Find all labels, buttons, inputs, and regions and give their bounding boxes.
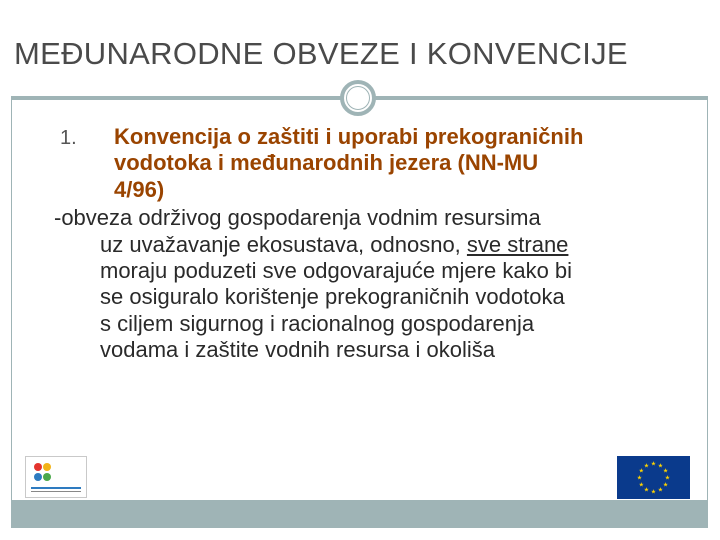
logo-figure-icon [43, 463, 51, 471]
underlined-text: sve strane [466, 231, 569, 257]
paragraph [54, 205, 700, 363]
paragraph-line: -obveza održivog gospodarenja vodnim resursima [54, 205, 541, 231]
partners-logo [25, 456, 87, 498]
eu-star-icon: ★ [643, 463, 650, 470]
footer-bar [11, 500, 708, 528]
eu-star-icon: ★ [662, 482, 669, 489]
paragraph-line [100, 232, 700, 258]
eu-star-icon: ★ [643, 487, 650, 494]
paragraph-text: uz uvažavanje ekosustava, odnosno, [100, 231, 467, 257]
eu-star-icon: ★ [638, 482, 645, 489]
eu-flag-icon [617, 456, 690, 499]
logo-figure-icon [43, 473, 51, 481]
paragraph-line: se osiguralo korištenje prekograničnih vodotoka [100, 284, 565, 310]
eu-star-icon: ★ [657, 463, 664, 470]
divider-inner-circle-icon [346, 86, 370, 110]
eu-stars-icon [617, 456, 690, 499]
list-item-title-line: 4/96) [114, 176, 165, 202]
eu-star-icon: ★ [657, 487, 664, 494]
eu-star-icon: ★ [664, 475, 671, 482]
paragraph-line: moraju poduzeti sve odgovarajuće mjere kako bi [100, 257, 573, 283]
eu-star-icon: ★ [636, 475, 643, 482]
logo-figure-icon [34, 473, 42, 481]
list-item-title-line: vodotoka i međunarodnih jezera (NN-MU [114, 150, 539, 176]
list-item-number: 1. [60, 127, 77, 149]
eu-star-icon: ★ [638, 468, 645, 475]
list-item [60, 124, 700, 203]
slide-title: MEĐUNARODNE OBVEZE I KONVENCIJE [14, 36, 628, 71]
list-item-title-line: Konvencija o zaštiti i uporabi prekograničnih [114, 124, 584, 149]
slide-content [54, 124, 700, 364]
paragraph-line: vodama i zaštite vodnih resursa i okoliša [100, 337, 495, 363]
eu-star-icon: ★ [650, 489, 657, 496]
eu-star-icon: ★ [650, 461, 657, 468]
logo-figure-icon [34, 463, 42, 471]
paragraph-line: s ciljem sigurnog i racionalnog gospodarenja [100, 310, 535, 336]
eu-star-icon: ★ [662, 468, 669, 475]
